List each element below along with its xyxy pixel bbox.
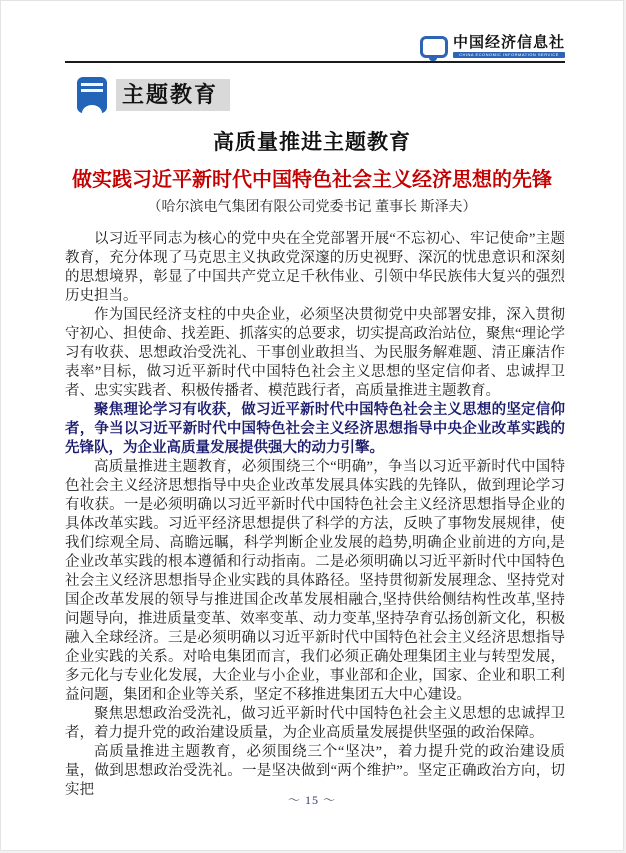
publisher-logo (420, 35, 565, 58)
page-number: ～ 15 ～ (287, 793, 336, 807)
article-body (65, 230, 565, 800)
publisher-subtitle: CHINA ECONOMIC INFORMATION SERVICE (453, 52, 565, 58)
paragraph: 聚焦思想政治受洗礼，做习近平新时代中国特色社会主义思想的忠诚捍卫者，着力提升党的政治建设质量，为企业高质量发展提供坚强的政治保障。 (65, 706, 565, 741)
paragraph: 作为国民经济支柱的中央企业，必须坚决贯彻党中央部署安排，深入贯彻守初心、担使命、找差距、抓落实的总要求，切实提高政治站位，聚焦“理论学习有收获、思想政治受洗礼、干事创业敢担当、为民服务解难题、清正廉洁作表率”目标，做习近平新时代中国特色社会主义思想的坚定信仰者、忠诚捍卫者、忠实实践者、积极传播者、模范践行者，高质量推进主题教育。 (65, 307, 565, 399)
article-subtitle: 做实践习近平新时代中国特色社会主义经济思想的先锋 (72, 169, 552, 191)
paragraph-emphasis: 聚焦理论学习有收获，做习近平新时代中国特色社会主义思想的坚定信仰者，争当以习近平新时代中国特色社会主义经济思想指导中央企业改革实践的先锋队，为企业高质量发展提供强大的动力引擎。 (65, 402, 565, 456)
article-title: 高质量推进主题教育 (213, 131, 411, 154)
booklet-icon (77, 77, 107, 113)
monitor-logo-icon (420, 36, 448, 58)
publisher-name: 中国经济信息社 (452, 34, 565, 51)
section-badge-label: 主题教育 (116, 79, 230, 111)
paragraph: 高质量推进主题教育，必须围绕三个“坚决”，着力提升党的政治建设质量，做到思想政治受洗礼。一是坚决做到“两个维护”。坚定正确政治方向，切实把 (65, 744, 565, 798)
article-byline: （哈尔滨电气集团有限公司党委书记 董事长 斯泽夫） (147, 200, 477, 215)
page-header (65, 35, 565, 63)
paragraph: 高质量推进主题教育，必须围绕三个“明确”，争当以习近平新时代中国特色社会主义经济思想指导中央企业改革发展具体实践的先锋队，做到理论学习有收获。一是必须明确以习近平新时代中国特色社会主义经济思想指导企业的具体改革实践。习近平经济思想提供了科学的方法，反映了事物发展规律，使我们综观全局、高瞻远瞩，科学判断企业发展的趋势,明确企业前进的方向,是企业改革实践的根本遵循和行动指南。二是必须明确以习近平新时代中国特色社会主义经济思想指导企业实践的具体路径。坚持贯彻新发展理念、坚持党对国企改革发展的领导与推进国企改革发展相融合,坚持供给侧结构性改革,坚持问题导向，推进质量变革、效率变革、动力变革,坚持孕育弘扬创新文化，积极融入全球经济。三是必须明确以习近平新时代中国特色社会主义经济思想指导企业实践的关系。对哈电集团而言，我们必须正确处理集团主业与转型发展，多元化与专业化发展，大企业与小企业，事业部和企业，国家、企业和职工利益问题，集团和企业等关系，坚定不移推进集团五大中心建设。 (65, 459, 565, 703)
section-badge (77, 77, 623, 113)
paragraph: 以习近平同志为核心的党中央在全党部署开展“不忘初心、牢记使命”主题教育，充分体现了马克思主义执政党深邃的历史视野、深沉的忧患意识和深刻的思想境界，彰显了中国共产党立足千秋伟业、引领中华民族伟大复兴的强烈历史担当。 (65, 231, 565, 304)
